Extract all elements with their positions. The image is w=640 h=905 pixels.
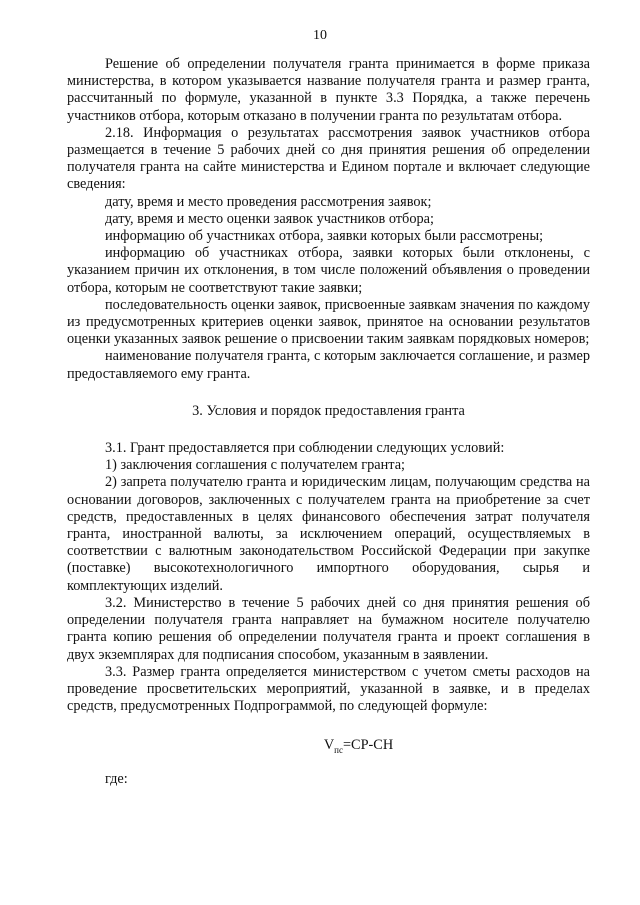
document-body (67, 56, 590, 789)
condition-item: 1) заключения соглашения с получателем гранта; (105, 457, 406, 474)
paragraph-3-2: 3.2. Министерство в течение 5 рабочих дней со дня принятия решения об определении получателя гранта направляет на бумажном носителе получателю гранта копию решения об определении получателя гранта и проект соглашения в двух экземплярах для подписания способом, указанным в заявлении. (67, 594, 590, 663)
formula-base: V (323, 737, 335, 754)
list-item: информацию об участниках отбора, заявки которых были рассмотрены; (105, 228, 544, 245)
section-heading: 3. Условия и порядок предоставления гранта (192, 402, 465, 419)
paragraph-decision: Решение об определении получателя гранта принимается в форме приказа министерства, в котором указывается название получателя гранта и размер гранта, рассчитанный по формуле, указанной в пункте 3.3 Порядка, а также перечень участников отбора, которым отказано в получении гранта по результатам отбора. (67, 56, 590, 124)
condition-item: 2) запрета получателю гранта и юридическим лицам, получающим средства на основании договоров, заключенных с получателем гранта на приобретение за счет средств, предоставленных в целях финансового обеспечения затрат получателя гранта, иностранной валюты, за исключением операций, осуществляемых в соответствии с валютным законодательством Российской Федерации при закупке (поставке) высокотехнологичного импортного оборудования, сырья и комплектующих изделий. (67, 474, 590, 594)
list-item: информацию об участниках отбора, заявки которых были отклонены, с указанием причин их отклонения, в том числе положений объявления о проведении отбора, которым не соответствуют такие заявки; (67, 245, 590, 296)
formula-subscript: пс (334, 745, 343, 756)
list-item: наименование получателя гранта, с которым заключается соглашение, и размер предоставляемого ему гранта. (67, 348, 590, 382)
formula-rest: =СР-СН (342, 737, 394, 754)
list-item: последовательность оценки заявок, присвоенные заявкам значения по каждому из предусмотренных критериев оценки заявок, принятое на основании результатов оценки указанных заявок решение о присвоении таким заявкам порядковых номеров; (67, 296, 590, 348)
paragraph-3-3: 3.3. Размер гранта определяется министерством с учетом сметы расходов на проведение просветительских мероприятий, указанной в заявке, и в пределах средств, предусмотренных Подпрограммой, по следующей формуле: (67, 663, 590, 715)
page-number: 10 (313, 28, 327, 43)
list-item: дату, время и место проведения рассмотрения заявок; (105, 193, 432, 210)
paragraph-2-18: 2.18. Информация о результатах рассмотрения заявок участников отбора размещается в течение 5 рабочих дней со дня принятия решения об определении получателя гранта на сайте министерства и Едином портале и включает следующие сведения: (67, 124, 590, 193)
where-label: где: (105, 771, 128, 788)
grant-formula (67, 737, 590, 759)
paragraph-3-1: 3.1. Грант предоставляется при соблюдении следующих условий: (105, 440, 505, 457)
list-item: дату, время и место оценки заявок участников отбора; (105, 210, 434, 227)
